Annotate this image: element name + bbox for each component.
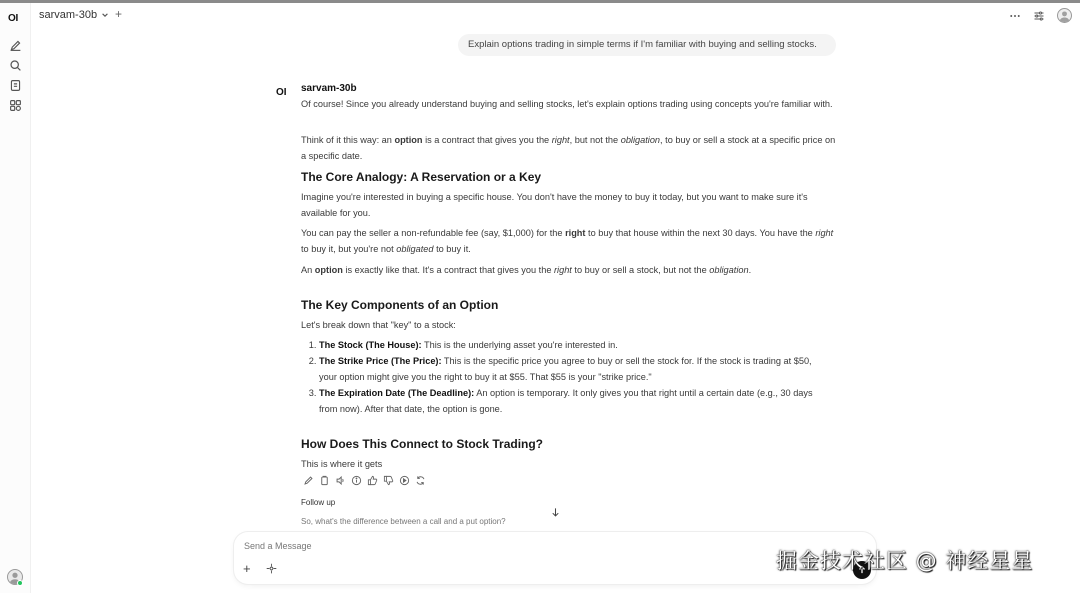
app-logo[interactable]: OI — [8, 13, 18, 24]
section-heading-connect — [301, 436, 841, 452]
message-actions — [303, 475, 426, 486]
text-span: An option is temporary. It only gives you that right until a certain date (e.g., 30 days from now). After that date, the option is gone. — [319, 388, 813, 414]
sidebar-rail — [0, 3, 31, 593]
text-span: Let's break down that "key" to a stock: — [301, 320, 456, 330]
text-span: You can pay the seller a non-refundable fee (say, $1,000) for the — [301, 228, 566, 238]
text-span: to buy it. — [433, 244, 471, 254]
text-span: is exactly like that. It's a contract that gives you the — [342, 265, 554, 275]
arrow-down-icon[interactable] — [550, 507, 561, 518]
components-list — [301, 337, 831, 417]
search-icon[interactable] — [9, 59, 22, 72]
components-intro — [301, 317, 841, 333]
message-input[interactable] — [244, 539, 744, 553]
text-span: Think of it this way: an — [301, 135, 395, 145]
workspace-icon[interactable] — [9, 99, 22, 112]
copy-icon[interactable] — [319, 475, 330, 486]
follow-up-label: Follow up — [301, 498, 336, 507]
attach-plus-button[interactable]: + — [243, 561, 251, 576]
follow-up-suggestion[interactable]: So, what's the difference between a call and a put option? — [301, 517, 506, 526]
italic-term: right — [553, 265, 572, 275]
italic-term: obligated — [396, 244, 434, 254]
heading-text: The Key Components of an Option — [301, 298, 499, 312]
section-heading-analogy — [301, 169, 841, 185]
header-actions — [1009, 8, 1072, 23]
text-span: to buy or sell a stock, but not the — [571, 265, 710, 275]
text-span: An — [301, 265, 315, 275]
assistant-avatar: OI — [276, 87, 287, 98]
tools-icon[interactable] — [266, 563, 277, 574]
analogy-paragraph-3 — [301, 262, 841, 278]
text-span: This is the specific price you agree to buy or sell the stock for. If the stock is trading at $50, your option might give you the right to buy it at $55. That $55 is your "strike price." — [319, 356, 812, 382]
section-heading-components — [301, 297, 841, 313]
chat-header — [31, 3, 1080, 31]
intro-text: Of course! Since you already understand buying and selling stocks, let's explain options trading using concepts you're familiar with. — [301, 99, 833, 109]
heading-text: How Does This Connect to Stock Trading? — [301, 437, 544, 451]
heading-text: The Core Analogy: A Reservation or a Key — [301, 170, 542, 184]
assistant-definition — [301, 132, 841, 164]
add-model-button[interactable]: + — [115, 7, 123, 21]
analogy-paragraph-2 — [301, 225, 841, 257]
text-span: This is the underlying asset you're interested in. — [421, 340, 618, 350]
user-message-bubble: Explain options trading in simple terms if I'm familiar with buying and selling stocks. — [458, 34, 836, 56]
new-chat-icon[interactable] — [9, 39, 22, 52]
edit-icon[interactable] — [303, 475, 314, 486]
controls-icon[interactable] — [1033, 10, 1045, 22]
more-options-icon[interactable] — [1009, 10, 1021, 22]
bold-term: The Stock (The House): — [319, 340, 422, 350]
text-span: This is where it gets — [301, 459, 383, 469]
notes-icon[interactable] — [9, 79, 22, 92]
italic-term: right — [551, 135, 570, 145]
model-selector[interactable] — [39, 9, 109, 21]
list-item — [319, 385, 831, 417]
regenerate-icon[interactable] — [415, 475, 426, 486]
analogy-paragraph-1 — [301, 189, 841, 221]
text-span: , but not the — [569, 135, 621, 145]
continue-icon[interactable] — [399, 475, 410, 486]
connect-partial-text — [301, 456, 841, 472]
text-span: is a contract that gives you the — [422, 135, 552, 145]
text-span: to buy that house within the next 30 days. You have the — [585, 228, 816, 238]
thumbs-up-icon[interactable] — [367, 475, 378, 486]
model-name: sarvam-30b — [39, 9, 98, 21]
italic-term: obligation — [620, 135, 661, 145]
text-span: to buy it, but you're not — [301, 244, 397, 254]
text-span: . — [748, 265, 752, 275]
italic-term: right — [815, 228, 834, 238]
bold-term: The Strike Price (The Price): — [319, 356, 442, 366]
text-span: , to buy or sell a stock at a specific price on a specific date. — [301, 135, 836, 161]
list-item — [319, 337, 831, 353]
info-icon[interactable] — [351, 475, 362, 486]
bold-term: option — [314, 265, 343, 275]
assistant-intro — [301, 96, 841, 112]
italic-term: obligation — [709, 265, 749, 275]
thumbs-down-icon[interactable] — [383, 475, 394, 486]
bold-term: The Expiration Date (The Deadline): — [319, 388, 475, 398]
chevron-down-icon — [101, 11, 109, 19]
bold-term: option — [394, 135, 423, 145]
assistant-name: sarvam-30b — [301, 83, 357, 94]
text-span: Imagine you're interested in buying a specific house. You don't have the money to buy it today, but you want to make sure it's available for you. — [301, 192, 808, 218]
online-status-dot — [17, 580, 23, 586]
header-user-avatar[interactable] — [1057, 8, 1072, 23]
list-item — [319, 353, 831, 385]
watermark-text: 掘金技术社区 @ 神经星星 — [776, 549, 1034, 573]
speaker-icon[interactable] — [335, 475, 346, 486]
bold-term: right — [565, 228, 586, 238]
